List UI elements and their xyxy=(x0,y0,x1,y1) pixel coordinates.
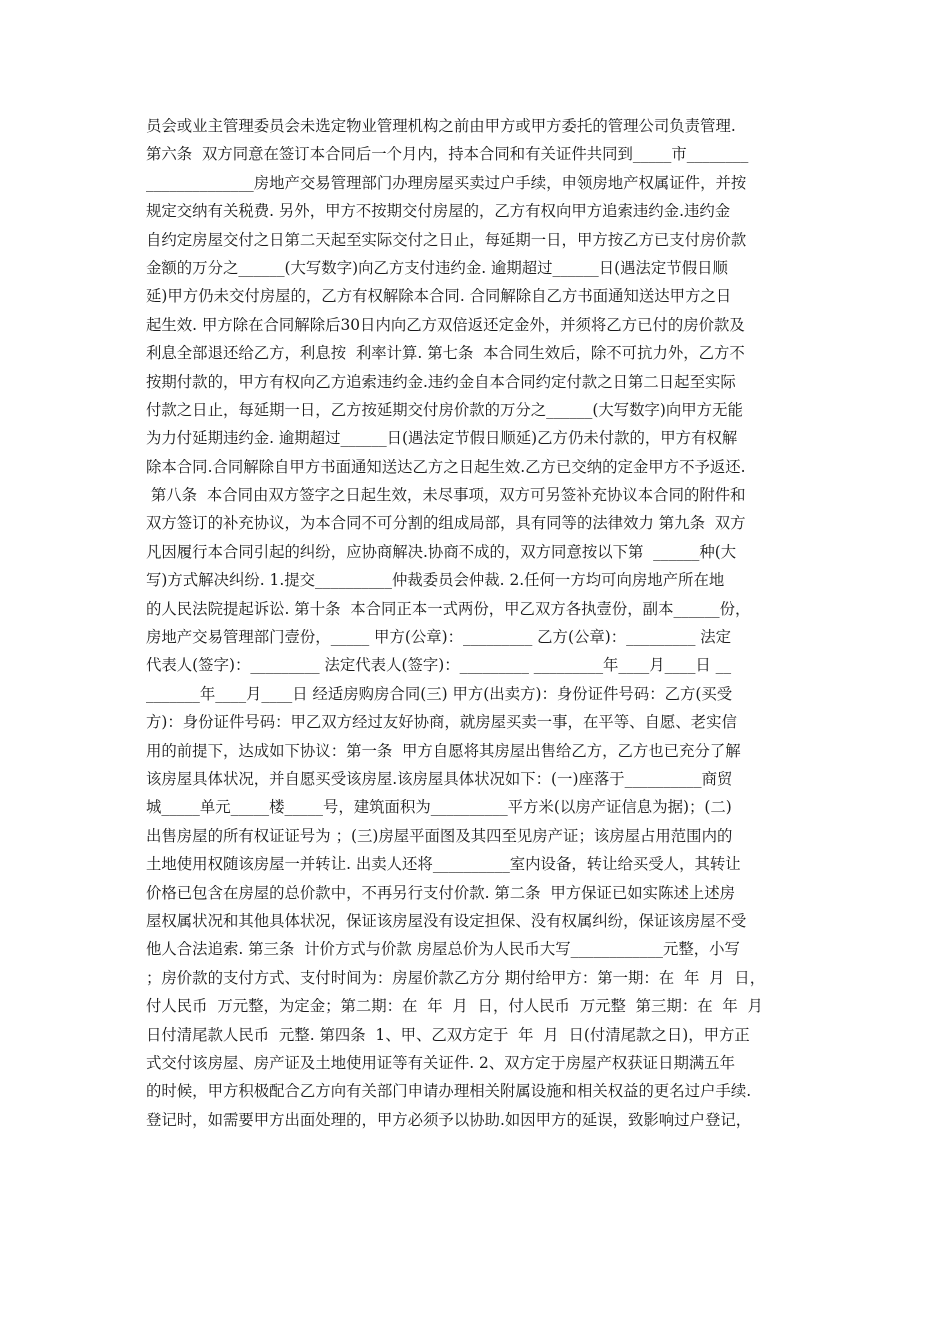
text-line: 利息全部退还给乙方，利息按 利率计算. 第七条 本合同生效后，除不可抗力外，乙方不 xyxy=(146,344,745,363)
text-line: 房地产交易管理部门壹份，_____ 甲方(公章)：_________ 乙方(公章)：_________ 法定 xyxy=(146,628,732,647)
text-line: 除本合同.合同解除自甲方书面通知送达乙方之日起生效.乙方已交纳的定金甲方不予返还. xyxy=(146,457,746,476)
text-line: 价格已包含在房屋的总价款中，不再另行支付价款. 第二条 甲方保证已如实陈述上述房 xyxy=(146,883,736,902)
text-line: 员会或业主管理委员会未选定物业管理机构之前由甲方或甲方委托的管理公司负责管理. xyxy=(146,117,736,135)
text-line: 代表人(签字)：_________ 法定代表人(签字)：_________ _________年____月____日 __ xyxy=(146,656,732,675)
text-line: 的时候，甲方积极配合乙方向有关部门申请办理相关附属设施和相关权益的更名过户手续. xyxy=(146,1082,752,1101)
text-line: 凡因履行本合同引起的纠纷，应协商解决.协商不成的，双方同意按以下第 ______种(大 xyxy=(146,542,737,561)
text-line: 用的前提下，达成如下协议：第一条 甲方自愿将其房屋出售给乙方，乙方也已充分了解 xyxy=(146,741,741,760)
text-line: 付人民币 万元整，为定金；第二期：在 年 月 日，付人民币 万元整 第三期：在 年 月 xyxy=(146,997,763,1016)
text-line: ______________房地产交易管理部门办理房屋买卖过户手续，申领房地产权属证件，并按 xyxy=(146,173,747,192)
text-line: 双方签订的补充协议，为本合同不可分割的组成局部，具有同等的法律效力 第九条 双方 xyxy=(146,514,746,533)
text-line: 的人民法院提起诉讼. 第十条 本合同正本一式两份，甲乙双方各执壹份，副本______份， xyxy=(146,599,751,618)
text-line: 为力付延期违约金. 逾期超过______日(遇法定节假日顺延)乙方仍未付款的，甲方有权解 xyxy=(146,429,738,448)
text-line: _______年____月____日 经适房购房合同(三) 甲方(出卖方)：身份证件号码：乙方(买受 xyxy=(146,684,733,703)
text-line: 方)：身份证件号码：甲乙双方经过友好协商，就房屋买卖一事，在平等、自愿、老实信 xyxy=(146,713,737,732)
text-line: 第八条 本合同由双方签字之日起生效，未尽事项，双方可另签补充协议本合同的附件和 xyxy=(146,486,746,505)
text-line: 日付清尾款人民币 元整. 第四条 1、甲、乙双方定于 年 月 日(付清尾款之日)，甲方正 xyxy=(146,1025,750,1044)
contract-body-text xyxy=(146,112,816,1134)
text-line: 土地使用权随该房屋一并转让. 出卖人还将__________室内设备，转让给买受人，其转让 xyxy=(146,855,741,874)
text-line: 他人合法追索. 第三条 计价方式与价款 房屋总价为人民币大写____________元整，小写 xyxy=(146,940,740,959)
text-line: 式交付该房屋、房产证及土地使用证等有关证件. 2、双方定于房屋产权获证日期满五年 xyxy=(146,1053,736,1072)
text-line: ；房价款的支付方式、支付时间为：房屋价款乙方分 期付给甲方：第一期：在 年 月 日， xyxy=(146,968,766,987)
text-line: 自约定房屋交付之日第二天起至实际交付之日止，每延期一日，甲方按乙方已支付房价款 xyxy=(146,230,747,249)
text-line: 登记时，如需要甲方出面处理的，甲方必须予以协助.如因甲方的延误，致影响过户登记， xyxy=(146,1110,752,1129)
text-line: 规定交纳有关税费. 另外，甲方不按期交付房屋的，乙方有权向甲方追索违约金.违约金 xyxy=(146,202,731,221)
text-line: 起生效. 甲方除在合同解除后30日内向乙方双倍返还定金外，并须将乙方已付的房价款及 xyxy=(146,315,745,334)
text-line: 金额的万分之______(大写数字)向乙方支付违约金. 逾期超过______日(遇法定节假日顺 xyxy=(146,258,728,277)
text-line: 按期付款的，甲方有权向乙方追索违约金.违约金自本合同约定付款之日第二日起至实际 xyxy=(146,372,736,391)
text-line: 第六条 双方同意在签订本合同后一个月内，持本合同和有关证件共同到_____市________ xyxy=(146,145,749,164)
text-line: 付款之日止，每延期一日，乙方按延期交付房价款的万分之______(大写数字)向甲方无能 xyxy=(146,400,743,419)
text-line: 该房屋具体状况，并自愿买受该房屋.该房屋具体状况如下：(一)座落于__________商贸 xyxy=(146,769,733,788)
text-line: 延)甲方仍未交付房屋的，乙方有权解除本合同. 合同解除自乙方书面通知送达甲方之日 xyxy=(146,287,732,306)
text-line: 出售房屋的所有权证证号为 ；(三)房屋平面图及其四至见房产证；该房屋占用范围内的 xyxy=(146,826,733,845)
text-line: 写)方式解决纠纷. 1.提交__________仲裁委员会仲裁. 2.任何一方均可向房地产所在地 xyxy=(146,571,725,590)
text-line: 城_____单元_____楼_____号，建筑面积为__________平方米(以房产证信息为据)；(二) xyxy=(146,798,732,817)
text-line: 屋权属状况和其他具体状况，保证该房屋没有设定担保、没有权属纠纷，保证该房屋不受 xyxy=(146,911,747,930)
